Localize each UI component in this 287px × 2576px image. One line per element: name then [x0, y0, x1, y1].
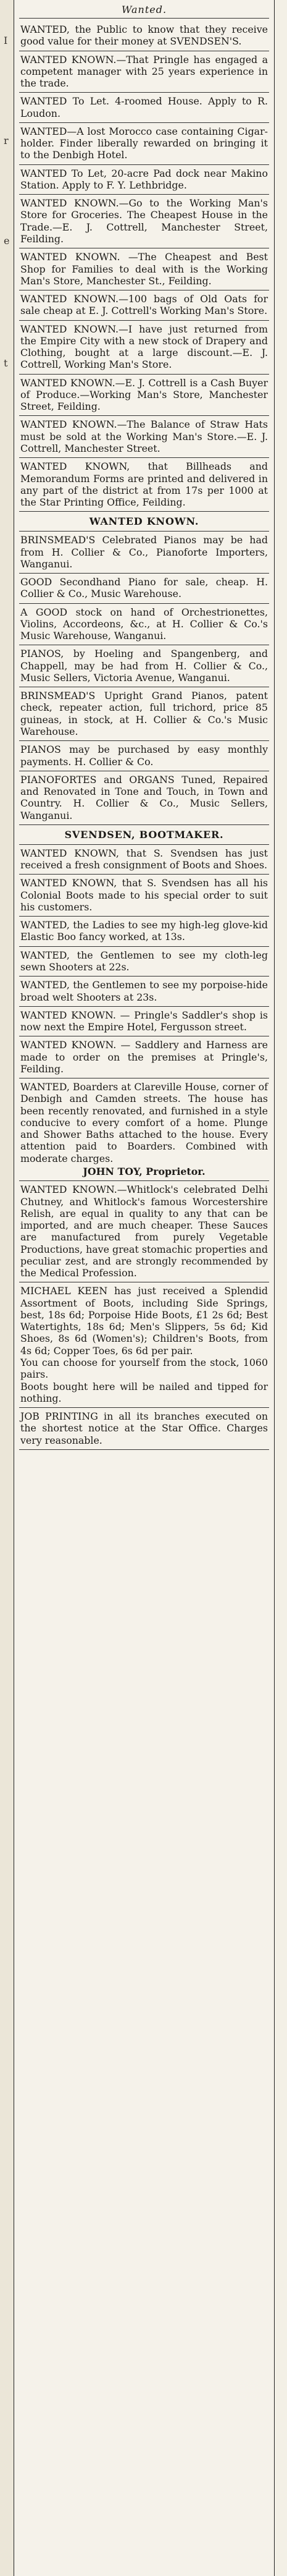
divider [19, 18, 269, 19]
ad-svendsen-colonial: WANTED KNOWN, that S. Svendsen has all his Colonial Boots made to his special order to suit his customers. [19, 875, 269, 917]
ad-working-mans-groceries: WANTED KNOWN.—Go to the Working Man's Store for Groceries. The Cheapest House in the Trade.—E. J. Cottrell, Manchester Street, Feilding. [19, 195, 269, 248]
ad-job-printing: JOB PRINTING in all its branches executed on the shortest notice at the Star Office. Charges very reasonable. [19, 1408, 269, 1450]
newspaper-column [14, 0, 275, 2576]
ads-collier [19, 532, 269, 825]
edge-letter: e [4, 235, 10, 247]
ad-keen-note: You can choose for yourself from the stock, 1060 pairs. [20, 1356, 268, 1381]
ad-clareville-text: WANTED, Boarders at Clareville House, corner of Denbigh and Camden streets. The house has been recently renovated, and furnished in a style conducive to every comfort of a home. Plunge and Shower Baths attached to the house. Every attention paid to Boarders. Combined with moderate charges. [20, 1081, 268, 1164]
ad-old-oats: WANTED KNOWN.—100 bags of Old Oats for sale cheap at E. J. Cottrell's Working Man's Store. [19, 290, 269, 321]
ads-pringle [19, 1007, 269, 1181]
ad-pringle-saddler: WANTED KNOWN. — Pringle's Saddler's shop is now next the Empire Hotel, Fergusson street. [19, 1007, 269, 1037]
page-edge [0, 0, 14, 2576]
ads-svendsen [19, 845, 269, 1007]
ad-gentlemen-cloth: WANTED, the Gentlemen to see my cloth-leg sewn Shooters at 22s. [19, 947, 269, 977]
ad-drapery: WANTED KNOWN.—I have just returned from the Empire City with a new stock of Drapery and Clothing, bought at a large discount.—E. J. Cottrell, Working Man's Store. [19, 321, 269, 375]
edge-letter: r [4, 135, 9, 146]
ad-cash-buyer: WANTED KNOWN.—E. J. Cottrell is a Cash Buyer of Produce.—Working Man's Store, Manchester Street, Feilding. [19, 375, 269, 417]
ad-svendsen-value: WANTED, the Public to know that they receive good value for their money at SVENDSEN'S. [19, 21, 269, 51]
ad-keen-text: MICHAEL KEEN has just received a Splendid Assortment of Boots, including Side Springs, best, 18s 6d; Porpoise Hide Boots, £1 2s 6d; Best Watertights, 18s 6d; Men's Slippers, 5s 6d; Kid Shoes, 8s 6d (Women's); Children's Boots, from 4s 6d; Copper Toes, 6s 6d per pair. [20, 1285, 268, 1357]
ad-pringle-manager: WANTED KNOWN.—That Pringle has engaged a competent manager with 25 years experience in the trade. [19, 51, 269, 93]
ad-orchestrionettes: A GOOD stock on hand of Orchestrionettes, Violins, Accordeons, &c., at H. Collier & Co.'s Music Warehouse, Wanganui. [19, 604, 269, 646]
edge-letter: t [4, 357, 8, 369]
ad-to-let-house: WANTED To Let. 4-roomed House. Apply to R. Loudon. [19, 93, 269, 123]
ad-secondhand-piano: GOOD Secondhand Piano for sale, cheap. H. Collier & Co., Music Warehouse. [19, 574, 269, 604]
ad-upright-grand: BRINSMEAD'S Upright Grand Pianos, patent check, repeater action, full trichord, price 85 guineas, in stock, at H. Collier & Co.'s Music Warehouse. [19, 687, 269, 741]
ad-keen [19, 1282, 269, 1408]
ad-clareville [19, 1078, 269, 1181]
section-wanted-known: WANTED KNOWN. [19, 512, 269, 532]
toy-signature: JOHN TOY, Proprietor. [83, 1165, 206, 1177]
ad-lost-case: WANTED—A lost Morocco case containing Cigar-holder. Finder liberally rewarded on bringing it to the Denbigh Hotel. [19, 123, 269, 165]
ad-gentlemen-porpoise: WANTED, the Gentlemen to see my porpoise-hide broad welt Shooters at 23s. [19, 977, 269, 1007]
ad-straw-hats: WANTED KNOWN.—The Balance of Straw Hats must be sold at the Working Man's Store.—E. J. Cottrell, Manchester Street. [19, 416, 269, 458]
section-svendsen: SVENDSEN, BOOTMAKER. [19, 825, 269, 845]
ad-easy-payments: PIANOS may be purchased by easy monthly payments. H. Collier & Co. [19, 741, 269, 771]
ads-wanted [19, 21, 269, 512]
ad-billheads: WANTED KNOWN, that Billheads and Memorandum Forms are printed and delivered in any part of the district at from 17s per 1000 at the Star Printing Office, Feilding. [19, 458, 269, 512]
column-header: Wanted. [121, 4, 167, 15]
ad-svendsen-consignment: WANTED KNOWN, that S. Svendsen has just received a fresh consignment of Boots and Shoes. [19, 845, 269, 875]
edge-letter: I [4, 35, 8, 46]
ad-whitlock: WANTED KNOWN.—Whitlock's celebrated Delhi Chutney, and Whitlock's famous Worcestershire Relish, are equal in quality to any that can be imported, and are much cheaper. These Sauces are manufactured from purely Vegetable Productions, have great stomachic properties and peculiar zest, and are strongly recommended by the Medical Profession. [19, 1181, 269, 1282]
ad-working-mans-families: WANTED KNOWN. —The Cheapest and Best Shop for Families to deal with is the Working Man's Store, Manchester St., Feilding. [19, 248, 269, 290]
ad-brinsmead: BRINSMEAD'S Celebrated Pianos may be had from H. Collier & Co., Pianoforte Importers, Wanganui. [19, 532, 269, 574]
ad-ladies-boots: WANTED, the Ladies to see my high-leg glove-kid Elastic Boo fancy worked, at 13s. [19, 917, 269, 947]
ad-to-let-paddock: WANTED To Let, 20-acre Pad dock near Makino Station. Apply to F. Y. Lethbridge. [19, 165, 269, 195]
ad-pringle-harness: WANTED KNOWN. — Saddlery and Harness are made to order on the premises at Pringle's, Feilding. [19, 1036, 269, 1078]
ad-pianos-hoeling: PIANOS, by Hoeling and Spangenberg, and Chappell, may be had from H. Collier & Co., Music Sellers, Victoria Avenue, Wanganui. [19, 645, 269, 687]
ad-keen-note2: Boots bought here will be nailed and tipped for nothing. [20, 1380, 268, 1404]
ad-tuning: PIANOFORTES and ORGANS Tuned, Repaired and Renovated in Tone and Touch, in Town and Country. H. Collier & Co., Music Sellers, Wanganui. [19, 771, 269, 825]
